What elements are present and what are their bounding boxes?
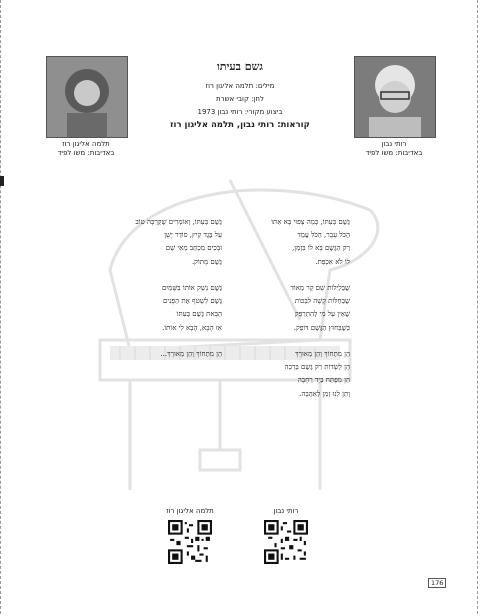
lyric-line: שֶׁבְּלֵילוֹת שָׁם קַר מְאוֹד	[290, 284, 350, 292]
photo-credit-left: באדיבות: משו לפיד	[57, 149, 115, 157]
lyric-line: וּבָכִים מְכַתֵּב מֵאֵי שָׁם	[165, 244, 222, 253]
lyric-line: רַק הַגֶּשֶׁם בָּא לוֹ בִּזְמַן,	[292, 244, 350, 253]
edge-mark	[0, 176, 4, 186]
credit-readers: קוראות: רותי נבון, תלמה אליגון רוז	[170, 120, 310, 130]
lyric-line: גֶּשֶׁם מָתוֹק.	[191, 257, 222, 266]
stanza-right-3	[240, 348, 350, 401]
lyric-line: גֶּשֶׁם בְּעִתּוֹ, וְאוֹמְרִים שֶׁקַּרְבָּה טוֹב	[135, 218, 222, 226]
page-number: 176	[428, 578, 446, 588]
lyric-line: וְתֵן לָנוּ זְמַן לְאַהֲבָה.	[299, 389, 350, 398]
lyric-line: גֶּשֶׁם בְּעִתּוֹ, כְּמָה צָפוּי בָּא אִתּוֹ	[271, 218, 350, 226]
credit-performance: ביצוע מקורי: רותי נבון 1973	[197, 108, 283, 116]
song-credits	[140, 80, 340, 132]
stanza-left-3	[112, 348, 222, 361]
lyric-line: גֶּשֶׁם נָשֵׁק אוֹתוֹ בַּשָּׁמַיִם	[161, 284, 222, 292]
portrait-photo-right	[354, 56, 436, 138]
lyric-line: הֵן מִתְחוֹךְ וְהֵן מְאוּרָךְ	[295, 350, 350, 358]
photo-name-right: רותי נבון	[381, 140, 407, 148]
qr-label-right: רותי נבון	[273, 507, 299, 515]
lyric-line: הֵן מִתְחוֹךְ וְהֵן מְאוּרָךְ...	[160, 350, 222, 358]
photo-credit-right: באדיבות: משו לפיד	[365, 149, 423, 157]
photo-caption-left	[40, 140, 132, 158]
stanza-left-2	[112, 282, 222, 335]
lyric-line: שֶׁאֵין עַל מִי לְהִתְרַפֵּק	[294, 310, 350, 319]
photo-name-left: תלמה אליגון רוז	[62, 140, 110, 148]
lyric-line: אִז הָבָא, הָבָא לִי אוֹתוֹ.	[162, 323, 222, 332]
lyric-line: הַכֹּל עָבָר, הַכֹּל עֲמַד	[297, 231, 350, 240]
lyric-line: כְּשֶׁבַּחוּץ הַגֶּשֶׁם דּוֹפֵק.	[293, 323, 350, 332]
song-title: גשם בעיתו	[216, 60, 264, 73]
portrait-photo-left	[46, 56, 128, 138]
stanza-right-1	[240, 216, 350, 269]
lyric-line: עַל בֶּגֶד קַיִץ, סוֹדֵר יָשָׁן	[164, 231, 222, 240]
photo-caption-right	[348, 140, 440, 158]
lyric-line: לוֹ לֹא אִכְפַּת.	[315, 257, 350, 266]
stanza-right-2	[240, 282, 350, 335]
lyric-line: הֵן מִפְתַּח בְּיָד רְחָבָה	[297, 376, 350, 385]
lyric-line: שֶׁבַּחַלּוֹת קָשָׁה לִבְכּוֹת	[294, 297, 350, 306]
credit-lyrics: מילים: תלמה אליגון רוז	[205, 82, 275, 90]
credit-music: לחן: קובי אשרת	[216, 95, 264, 103]
qr-code-left[interactable]	[168, 520, 212, 564]
qr-code-right[interactable]	[264, 520, 308, 564]
lyric-line: גֶּשֶׁם לִשְׁטֹף אֶת הַפָּנִים	[162, 297, 222, 306]
stanza-left-1	[112, 216, 222, 269]
lyric-line: הַבָּאת גֶּשֶׁם בְּעִתּוֹ	[176, 310, 222, 319]
lyric-line: הֵן לְשָׂדוֹת רַק גֶּשֶׁם בְּרָכָה	[284, 363, 350, 372]
qr-label-left: תלמה אליגון רוז	[166, 507, 214, 515]
